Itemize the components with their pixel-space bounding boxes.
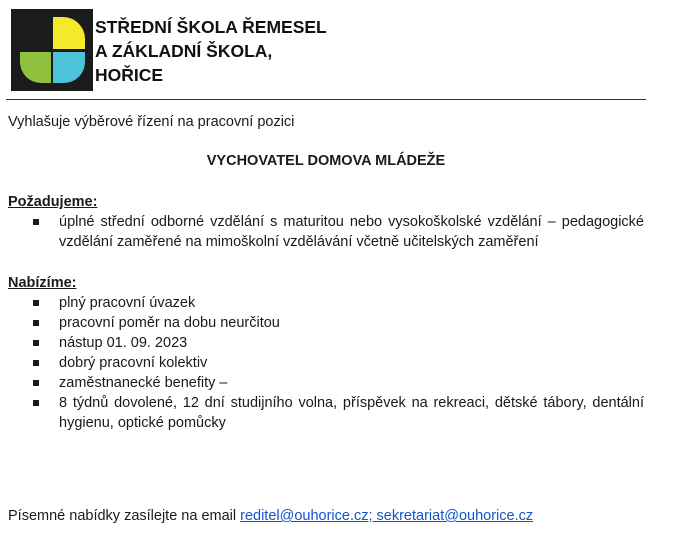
list-item: 8 týdnů dovolené, 12 dní studijního volna, příspěvek na rekreaci, dětské tábory, dentální hygienu, optické pomůcky: [8, 393, 644, 433]
email-link[interactable]: reditel@ouhorice.cz; sekretariat@ouhorice.cz: [240, 508, 534, 524]
requirements-heading: Požadujeme:: [8, 194, 98, 210]
job-posting-body: [8, 112, 644, 433]
list-item: plný pracovní úvazek: [8, 293, 644, 313]
school-name-line-3: HOŘICE: [95, 65, 164, 85]
header-divider: [6, 99, 646, 100]
offers-heading: Nabízíme:: [8, 275, 77, 291]
school-name-line-1: STŘEDNÍ ŠKOLA ŘEMESEL: [95, 17, 327, 37]
school-logo-icon: [11, 9, 93, 91]
offers-list: [8, 293, 644, 433]
position-title: VYCHOVATEL DOMOVA MLÁDEŽE: [206, 153, 446, 169]
school-name: [95, 15, 327, 87]
school-name-line-2: A ZÁKLADNÍ ŠKOLA,: [95, 41, 273, 61]
list-item: zaměstnanecké benefity –: [8, 373, 644, 393]
requirements-list: [8, 212, 644, 252]
list-item: úplné střední odborné vzdělání s maturitou nebo vysokoškolské vzdělání – pedagogické vzdělání zaměřené na mimoškolní vzdělávání včetně učitelských zaměření: [8, 212, 644, 252]
list-item: nástup 01. 09. 2023: [8, 333, 644, 353]
intro-text: Vyhlašuje výběrové řízení na pracovní pozici: [8, 114, 295, 130]
contact-text: Písemné nabídky zasílejte na email: [8, 508, 241, 524]
school-logo: [11, 9, 93, 91]
contact-line: [8, 506, 533, 526]
list-item: pracovní poměr na dobu neurčitou: [8, 313, 644, 333]
list-item: dobrý pracovní kolektiv: [8, 353, 644, 373]
letterhead: [11, 9, 327, 91]
